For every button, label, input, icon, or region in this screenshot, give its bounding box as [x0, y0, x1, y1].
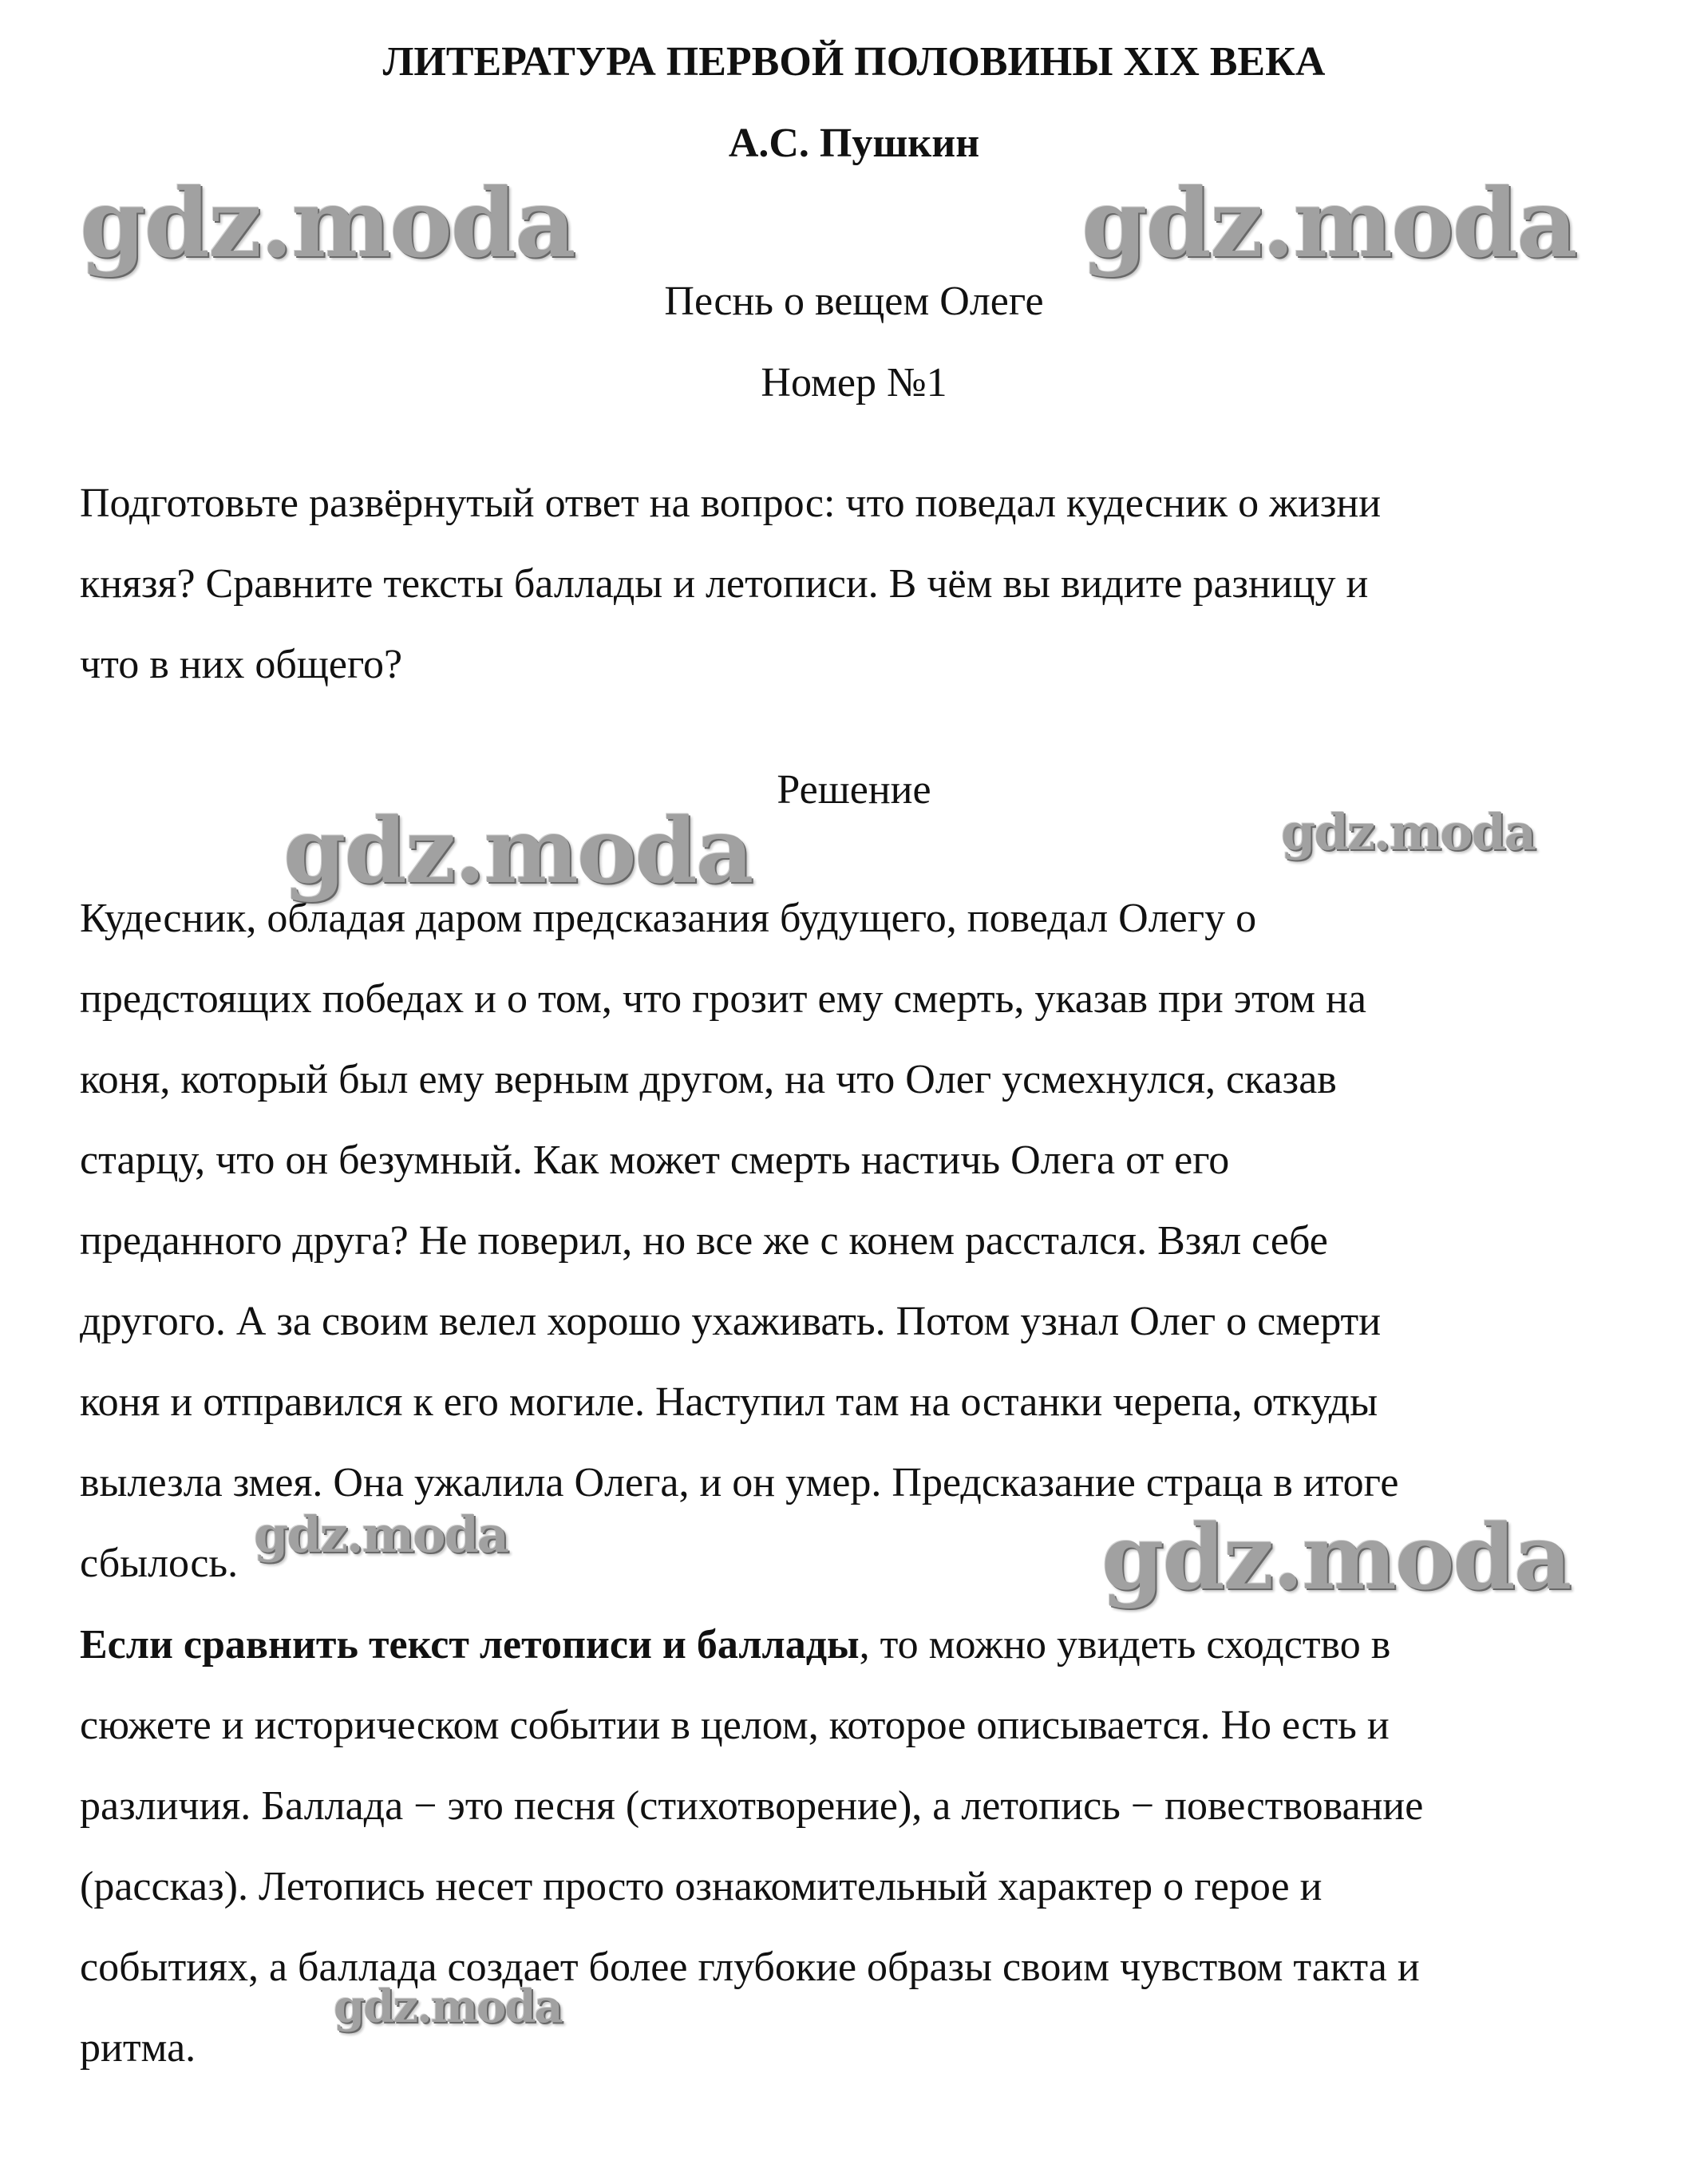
- comparison-line: (рассказ). Летопись несет просто ознакомительный характер о герое и: [80, 1864, 1323, 1909]
- question-line: Подготовьте развёрнутый ответ на вопрос: что поведал кудесник о жизни: [80, 481, 1382, 526]
- watermark: gdz.moda: [254, 1505, 508, 1564]
- answer-text: [80, 878, 1644, 1610]
- solution-label: Решение: [777, 767, 931, 813]
- work-title: Песнь о вещем Олеге: [664, 279, 1044, 324]
- comparison-line: ритма.: [80, 2025, 196, 2071]
- comparison-line: событиях, а баллада создает более глубокие образы своим чувством такта и: [80, 1944, 1420, 1990]
- question-line: что в них общего?: [80, 642, 403, 687]
- comparison-lead: Если сравнить текст летописи и баллады: [80, 1622, 860, 1668]
- watermark: gdz.moda: [1081, 168, 1576, 279]
- question-line: князя? Сравните тексты баллады и летописи. В чём вы видите разницу и: [80, 561, 1369, 607]
- answer-line: старцу, что он безумный. Как может смерть настичь Олега от его: [80, 1137, 1230, 1183]
- watermark: gdz.moda: [334, 1980, 562, 2033]
- comparison-first-line: [80, 1604, 1644, 1685]
- watermark: gdz.moda: [1281, 803, 1535, 861]
- watermark: gdz.moda: [283, 799, 753, 904]
- answer-line: преданного друга? Не поверил, но все же с конем расстался. Взял себе: [80, 1218, 1328, 1264]
- answer-line: Кудесник, обладая даром предсказания будущего, поведал Олегу о: [80, 896, 1257, 941]
- answer-line: вылезла змея. Она ужалила Олега, и он умер. Предсказание страца в итоге: [80, 1460, 1399, 1505]
- comparison-line: различия. Баллада − это песня (стихотворение), а летопись − повествование: [80, 1783, 1424, 1829]
- comparison-text: [80, 1604, 1644, 2088]
- answer-line: коня и отправился к его могиле. Наступил там на останки черепа, откуды: [80, 1379, 1378, 1425]
- question-text: [80, 463, 1644, 705]
- section-title: ЛИТЕРАТУРА ПЕРВОЙ ПОЛОВИНЫ XIX ВЕКА: [382, 39, 1326, 85]
- watermark: gdz.moda: [1101, 1505, 1571, 1610]
- exercise-number: Номер №1: [761, 360, 947, 406]
- comparison-first-rest: , то можно увидеть сходство в: [859, 1622, 1391, 1668]
- answer-line: коня, который был ему верным другом, на что Олег усмехнулся, сказав: [80, 1057, 1337, 1102]
- answer-line: предстоящих победах и о том, что грозит ему смерть, указав при этом на: [80, 976, 1366, 1022]
- answer-line: сбылось.: [80, 1541, 239, 1586]
- author-name: А.С. Пушкин: [728, 121, 980, 166]
- answer-line: другого. А за своим велел хорошо ухаживать. Потом узнал Олег о смерти: [80, 1299, 1382, 1344]
- comparison-line: сюжете и историческом событии в целом, которое описывается. Но есть и: [80, 1703, 1390, 1748]
- watermark: gdz.moda: [80, 168, 575, 279]
